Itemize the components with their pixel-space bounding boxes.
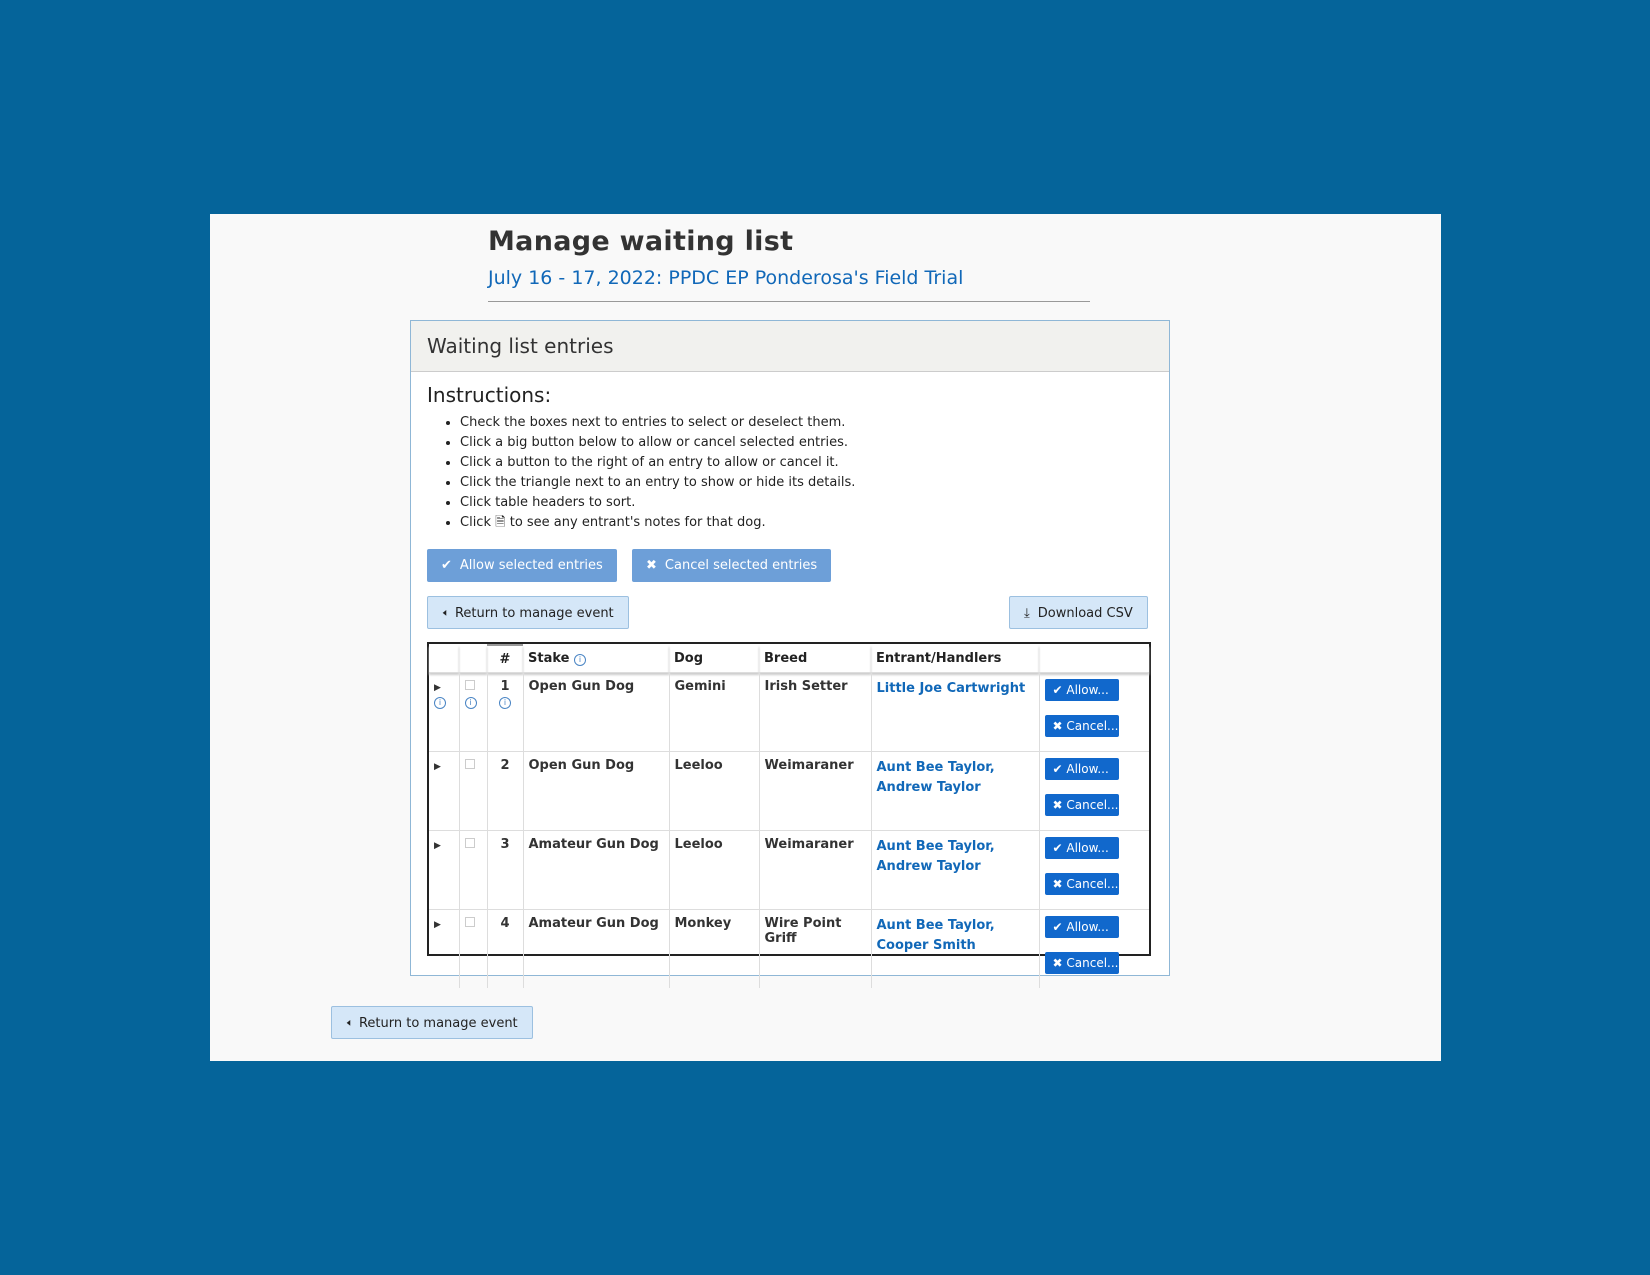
instruction-text: to see any entrant's notes for that dog. bbox=[509, 515, 766, 530]
instructions-list bbox=[427, 413, 855, 533]
actions-cell bbox=[1039, 910, 1149, 989]
instruction-item bbox=[460, 513, 855, 533]
return-label: Return to manage event bbox=[454, 606, 614, 621]
actions-cell bbox=[1039, 752, 1149, 831]
instruction-prefix: Click bbox=[460, 515, 491, 530]
check-icon: ✔ bbox=[1052, 683, 1063, 697]
row-checkbox[interactable] bbox=[465, 680, 475, 690]
arrow-left-icon: 🢐 bbox=[442, 606, 447, 621]
select-header bbox=[459, 645, 487, 673]
cancel-entry-button[interactable] bbox=[1045, 873, 1119, 895]
allow-entry-button[interactable] bbox=[1045, 916, 1119, 938]
num-cell: 3 bbox=[487, 831, 523, 910]
breed-cell: Weimaraner bbox=[759, 831, 871, 910]
expand-cell bbox=[429, 910, 459, 989]
table-row bbox=[429, 910, 1149, 989]
instructions-title: Instructions: bbox=[427, 383, 552, 407]
actions-cell bbox=[1039, 673, 1149, 752]
actions-header bbox=[1039, 645, 1149, 673]
actions-cell bbox=[1039, 831, 1149, 910]
allow-entry-label: Allow... bbox=[1066, 762, 1109, 776]
info-icon[interactable]: i bbox=[574, 654, 586, 666]
stake-header-label: Stake bbox=[528, 651, 570, 666]
instruction-item: • Click table headers to sort. bbox=[460, 493, 855, 513]
instruction-item: • Check the boxes next to entries to select or deselect them. bbox=[460, 413, 855, 433]
cancel-entry-button[interactable] bbox=[1045, 952, 1119, 974]
download-icon: ⤓ bbox=[1024, 606, 1030, 621]
waiting-list-table bbox=[427, 642, 1151, 970]
stake-cell: Open Gun Dog bbox=[523, 673, 669, 752]
dog-cell: Leeloo bbox=[669, 752, 759, 831]
expand-cell bbox=[429, 831, 459, 910]
entrant-header[interactable]: Entrant/Handlers bbox=[871, 645, 1039, 673]
allow-entry-label: Allow... bbox=[1066, 920, 1109, 934]
download-label: Download CSV bbox=[1037, 606, 1133, 621]
entrant-link[interactable]: Aunt Bee Taylor, bbox=[876, 760, 995, 775]
dog-header[interactable]: Dog bbox=[669, 645, 759, 673]
x-icon: ✖ bbox=[1052, 798, 1063, 812]
return-button-bottom[interactable] bbox=[331, 1006, 533, 1039]
entrant-cell bbox=[871, 910, 1039, 989]
select-cell bbox=[459, 831, 487, 910]
table-row bbox=[429, 831, 1149, 910]
instruction-item: • Click a big button below to allow or cancel selected entries. bbox=[460, 433, 855, 453]
check-icon: ✔ bbox=[1052, 920, 1063, 934]
stake-cell: Amateur Gun Dog bbox=[523, 831, 669, 910]
expand-cell bbox=[429, 673, 459, 752]
x-icon: ✖ bbox=[646, 558, 657, 573]
breed-cell: Weimaraner bbox=[759, 752, 871, 831]
num-cell: 2 bbox=[487, 752, 523, 831]
triangle-right-icon[interactable]: ▶ bbox=[434, 683, 441, 693]
dog-cell: Gemini bbox=[669, 673, 759, 752]
stake-header[interactable] bbox=[523, 645, 669, 673]
instruction-item: • Click a button to the right of an entry to allow or cancel it. bbox=[460, 453, 855, 473]
allow-entry-label: Allow... bbox=[1066, 841, 1109, 855]
triangle-right-icon[interactable]: ▶ bbox=[434, 762, 441, 772]
table-row bbox=[429, 673, 1149, 752]
expand-cell bbox=[429, 752, 459, 831]
return-label: Return to manage event bbox=[358, 1016, 518, 1031]
dog-cell: Monkey bbox=[669, 910, 759, 989]
check-icon: ✔ bbox=[441, 558, 452, 573]
info-icon[interactable]: i bbox=[499, 697, 511, 709]
cancel-entry-label: Cancel... bbox=[1066, 798, 1119, 812]
allow-entry-button[interactable] bbox=[1045, 679, 1119, 701]
stake-cell: Amateur Gun Dog bbox=[523, 910, 669, 989]
entrant-link[interactable]: Aunt Bee Taylor, bbox=[876, 839, 995, 854]
cancel-entry-button[interactable] bbox=[1045, 794, 1119, 816]
row-num: 1 bbox=[500, 679, 510, 694]
entrant-cell bbox=[871, 673, 1039, 752]
stake-cell: Open Gun Dog bbox=[523, 752, 669, 831]
page-title: Manage waiting list bbox=[488, 226, 794, 257]
event-subtitle[interactable]: July 16 - 17, 2022: PPDC EP Ponderosa's Field Trial bbox=[488, 267, 964, 289]
cancel-entry-label: Cancel... bbox=[1066, 719, 1119, 733]
breed-cell: Wire Point Griff bbox=[759, 910, 871, 989]
allow-selected-button[interactable] bbox=[427, 549, 617, 582]
num-cell: 4 bbox=[487, 910, 523, 989]
allow-selected-label: Allow selected entries bbox=[459, 558, 603, 573]
entrant-cell bbox=[871, 831, 1039, 910]
cancel-entry-label: Cancel... bbox=[1066, 956, 1119, 970]
instructions bbox=[427, 383, 855, 533]
handler-link[interactable]: Andrew Taylor bbox=[876, 859, 981, 874]
breed-header[interactable]: Breed bbox=[759, 645, 871, 673]
cancel-entry-label: Cancel... bbox=[1066, 877, 1119, 891]
instruction-item: • Click the triangle next to an entry to show or hide its details. bbox=[460, 473, 855, 493]
allow-entry-button[interactable] bbox=[1045, 758, 1119, 780]
x-icon: ✖ bbox=[1052, 877, 1063, 891]
row-checkbox[interactable] bbox=[465, 917, 475, 927]
cancel-entry-button[interactable] bbox=[1045, 715, 1119, 737]
cancel-selected-button[interactable] bbox=[632, 549, 831, 582]
allow-entry-label: Allow... bbox=[1066, 683, 1109, 697]
select-cell bbox=[459, 752, 487, 831]
check-icon: ✔ bbox=[1052, 762, 1063, 776]
handler-link[interactable]: Cooper Smith bbox=[876, 938, 976, 953]
select-cell bbox=[459, 910, 487, 989]
row-checkbox[interactable] bbox=[465, 838, 475, 848]
table-header-row bbox=[429, 645, 1149, 673]
allow-entry-button[interactable] bbox=[1045, 837, 1119, 859]
page-header bbox=[488, 226, 1090, 302]
num-header[interactable]: # bbox=[487, 645, 523, 673]
waiting-list-panel bbox=[410, 320, 1170, 976]
entrant-link[interactable]: Little Joe Cartwright bbox=[876, 681, 1026, 696]
select-cell bbox=[459, 673, 487, 752]
check-icon: ✔ bbox=[1052, 841, 1063, 855]
triangle-right-icon[interactable]: ▶ bbox=[434, 841, 441, 851]
x-icon: ✖ bbox=[1052, 719, 1063, 733]
cancel-selected-label: Cancel selected entries bbox=[664, 558, 818, 573]
x-icon: ✖ bbox=[1052, 956, 1063, 970]
dog-cell: Leeloo bbox=[669, 831, 759, 910]
table-row bbox=[429, 752, 1149, 831]
panel-title: Waiting list entries bbox=[411, 321, 1169, 372]
entrant-link[interactable]: Aunt Bee Taylor, bbox=[876, 918, 995, 933]
expand-header bbox=[429, 645, 459, 673]
page-content bbox=[210, 214, 1441, 1061]
entrant-cell bbox=[871, 752, 1039, 831]
num-cell bbox=[487, 673, 523, 752]
info-icon[interactable]: i bbox=[465, 697, 477, 709]
handler-link[interactable]: Andrew Taylor bbox=[876, 780, 981, 795]
return-button-top[interactable] bbox=[427, 596, 629, 629]
row-checkbox[interactable] bbox=[465, 759, 475, 769]
notes-icon: 🗎 bbox=[495, 515, 506, 530]
triangle-right-icon[interactable]: ▶ bbox=[434, 920, 441, 930]
breed-cell: Irish Setter bbox=[759, 673, 871, 752]
info-icon[interactable]: i bbox=[434, 697, 446, 709]
download-csv-button[interactable] bbox=[1009, 596, 1148, 629]
arrow-left-icon: 🢐 bbox=[346, 1016, 351, 1031]
